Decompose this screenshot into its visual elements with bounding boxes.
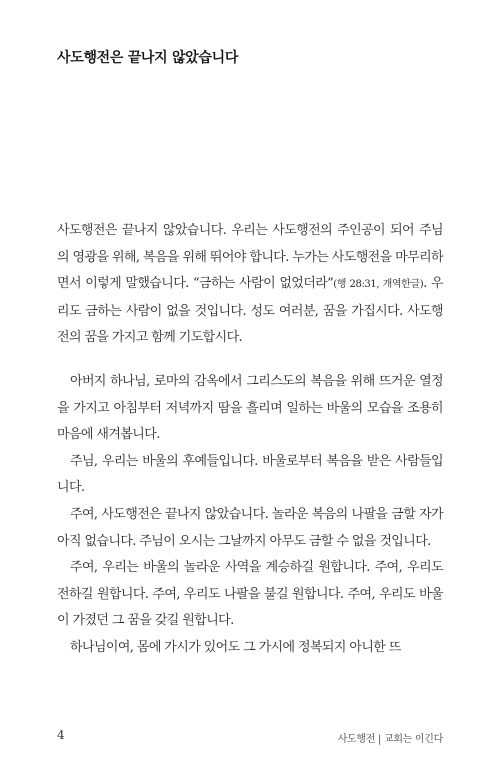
scripture-citation: (행 28:31, 개역한글) — [333, 279, 424, 291]
chapter-title: 사도행전은 끝나지 않았습니다 — [57, 50, 239, 66]
body-text — [57, 218, 443, 662]
paragraph-intro-text-2: . 우리도 금하는 사람이 없을 것입니다. 성도 여러분, 꿈을 가집시다. 사도행전의 꿈을 가지고 함께 기도합시다. — [57, 276, 443, 346]
prayer-paragraph-3: 주여, 사도행전은 끝나지 않았습니다. 놀라운 복음의 나팔을 금할 자가 아직 없습니다. 주님이 오시는 그날까지 아무도 금할 수 없을 것입니다. — [57, 506, 443, 549]
prayer-paragraph-2: 주님, 우리는 바울의 후예들입니다. 바울로부터 복음을 받은 사람들입니다. — [57, 453, 443, 496]
paragraph-intro-text-1: 사도행전은 끝나지 않았습니다. 우리는 사도행전의 주인공이 되어 주님의 영광을 위해, 복음을 위해 뛰어야 합니다. 누가는 사도행전을 마무리하면서 이렇게 말했습니다. “금하는 사람이 없었더라” — [57, 223, 443, 292]
paragraph-intro — [57, 218, 443, 352]
page-number: 4 — [57, 728, 65, 742]
running-title: 사도행전 | 교회는 이긴다 — [337, 734, 443, 745]
prayer-paragraph-5: 하나님이여, 몸에 가시가 있어도 그 가시에 정복되지 아니한 뜨 — [70, 639, 401, 655]
prayer-paragraph-4: 주여, 우리는 바울의 놀라운 사역을 계승하길 원합니다. 주여, 우리도 전하길 원합니다. 주여, 우리도 나팔을 불길 원합니다. 주여, 우리도 바울이 가졌던 그 꿈을 갖길 원합니다. — [57, 560, 443, 629]
prayer-paragraph-1: 아버지 하나님, 로마의 감옥에서 그리스도의 복음을 위해 뜨거운 열정을 가지고 아침부터 저녁까지 땀을 흘리며 일하는 바울의 모습을 조용히 마음에 새겨봅니다. — [57, 373, 443, 443]
